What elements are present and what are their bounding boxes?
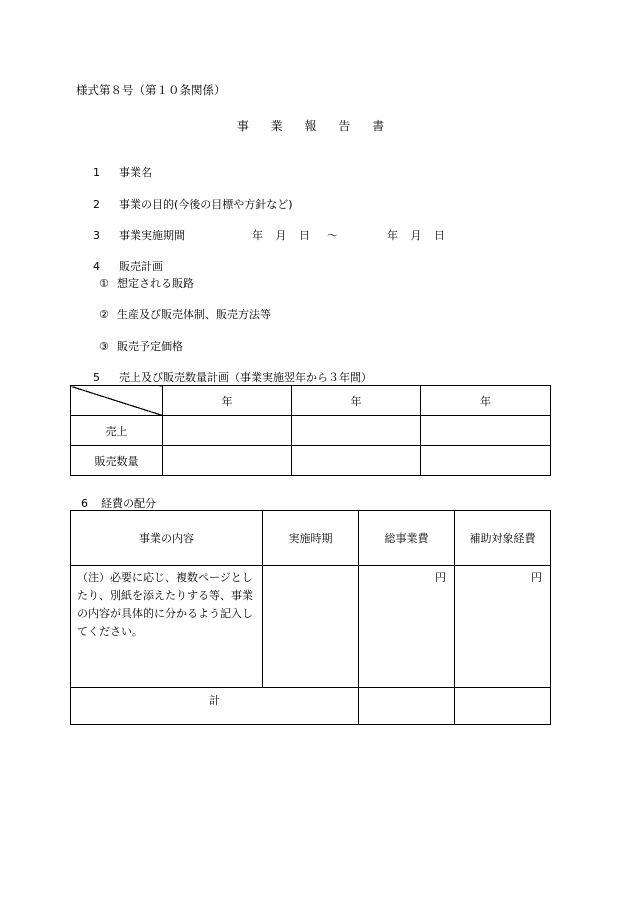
sales-plan-table [70, 385, 551, 476]
period-cell [263, 566, 359, 688]
document-title: 事 業 報 告 書 [236, 119, 394, 133]
header-eligible-cost: 補助対象経費 [455, 511, 551, 566]
table-row [71, 386, 551, 416]
total-cost-yen: 円 [359, 566, 455, 688]
year-header-1: 年 [163, 386, 292, 416]
item-3-label: 事業実施期間 [119, 229, 185, 242]
form-number: 様式第８号（第１０条関係） [76, 83, 226, 97]
sales-cell-1 [163, 416, 292, 446]
item-3-number: 3 [93, 229, 100, 242]
item-4-sub-1-label: 想定される販路 [117, 277, 194, 290]
diagonal-header-cell [71, 386, 163, 416]
item-4-label: 販売計画 [119, 260, 163, 273]
item-4-sub-1-number: ① [99, 277, 109, 290]
table-row [71, 416, 551, 446]
total-label: 計 [71, 688, 359, 725]
eligible-cost-yen: 円 [455, 566, 551, 688]
item-4-sub-3 [99, 338, 183, 354]
header-project-content: 事業の内容 [71, 511, 263, 566]
table-row [71, 511, 551, 566]
item-4-sub-3-number: ③ [99, 340, 109, 353]
quantity-cell-3 [421, 446, 551, 476]
item-5-number: 5 [93, 371, 100, 384]
year-header-3: 年 [421, 386, 551, 416]
quantity-cell-2 [292, 446, 421, 476]
eligible-cost-sum-cell [455, 688, 551, 725]
item-4-sub-2-label: 生産及び販売体制、販売方法等 [117, 308, 271, 321]
sales-cell-2 [292, 416, 421, 446]
item-2-number: 2 [93, 198, 100, 211]
item-6-number: 6 [81, 497, 88, 510]
item-1-label: 事業名 [119, 166, 152, 179]
sales-cell-3 [421, 416, 551, 446]
table-row [71, 446, 551, 476]
item-4-sub-2-number: ② [99, 308, 109, 321]
item-5-label: 売上及び販売数量計画（事業実施翌年から３年間） [119, 371, 372, 384]
table-row [71, 688, 551, 725]
item-4-sub-3-label: 販売予定価格 [117, 340, 183, 353]
item-1 [93, 164, 152, 180]
period-end-date: 年 月 日 [387, 229, 445, 242]
item-1-number: 1 [93, 166, 100, 179]
item-3 [93, 227, 185, 243]
period-start-date: 年 月 日 [252, 229, 310, 242]
year-header-2: 年 [292, 386, 421, 416]
item-2-label: 事業の目的(今後の目標や方針など) [119, 198, 293, 211]
total-cost-sum-cell [359, 688, 455, 725]
period-tilde: ～ [327, 229, 338, 242]
item-4-number: 4 [93, 260, 100, 273]
quantity-cell-1 [163, 446, 292, 476]
item-5 [93, 369, 372, 385]
header-implementation-period: 実施時期 [263, 511, 359, 566]
item-6 [81, 495, 156, 511]
item-6-label: 経費の配分 [101, 497, 156, 510]
note-text: （注）必要に応じ、複数ページとしたり、別紙を添えたりする等、事業の内容が具体的に分かるよう記入してください。 [71, 566, 263, 688]
row-label-sales: 売上 [71, 416, 163, 446]
item-4 [93, 258, 163, 274]
expense-allocation-table [70, 510, 551, 725]
row-label-quantity: 販売数量 [71, 446, 163, 476]
item-4-sub-2 [99, 306, 271, 322]
table-row [71, 566, 551, 688]
item-2 [93, 196, 293, 212]
item-4-sub-1 [99, 275, 194, 291]
header-total-cost: 総事業費 [359, 511, 455, 566]
